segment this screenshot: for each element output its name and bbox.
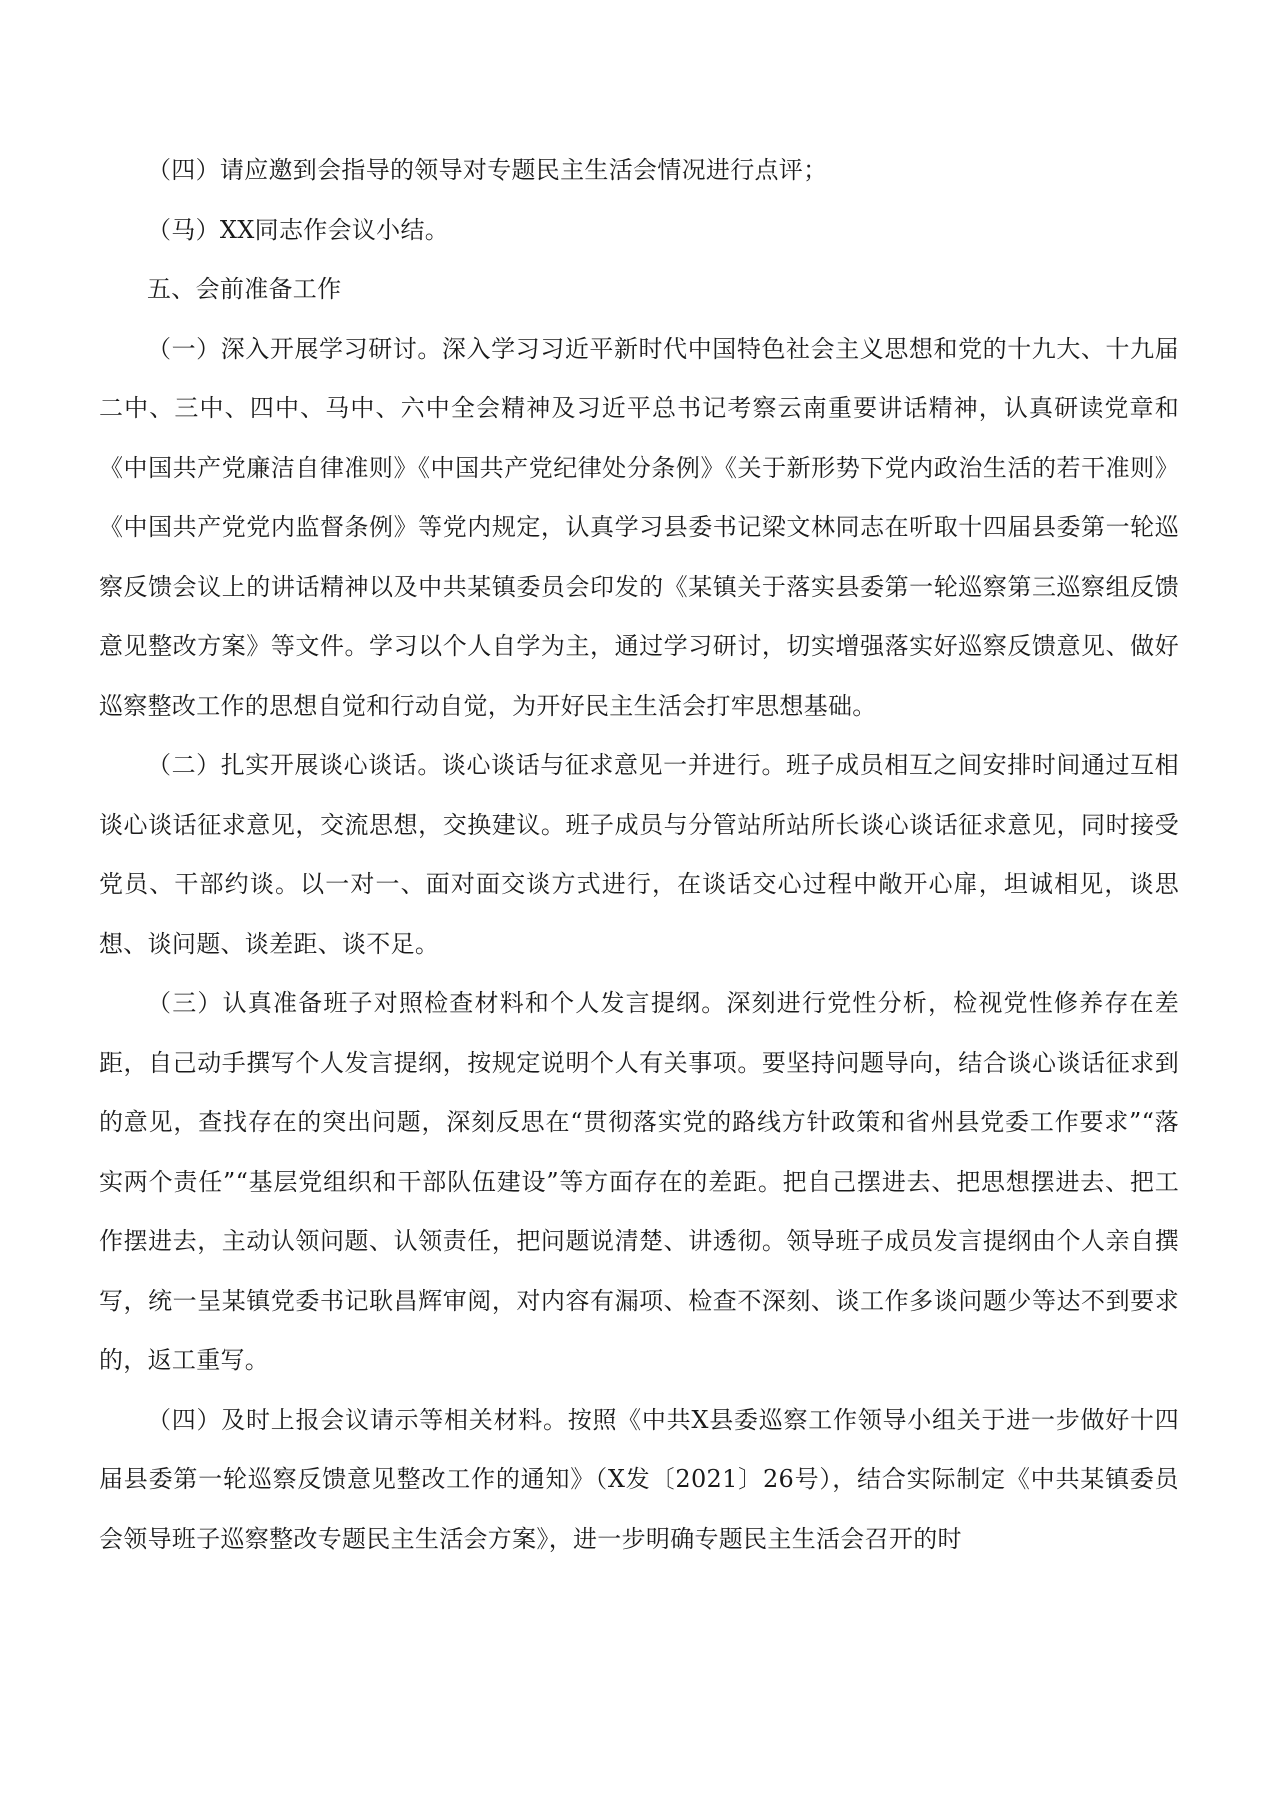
section-heading-preparation: 五、会前准备工作 xyxy=(147,275,342,303)
paragraph-item-5-summary: （马）XX同志作会议小结。 xyxy=(147,215,450,244)
document-body xyxy=(99,141,1179,1569)
paragraph-report-materials: （四）及时上报会议请示等相关材料。按照《中共X县委巡察工作领导小组关于进一步做好十四届县委第一轮巡察反馈意见整改工作的通知》（X发〔2021〕26号），结合实际制定《中共某镇委员会领导班子巡察整改专题民主生活会方案》，进一步明确专题民主生活会召开的时 xyxy=(99,1405,1179,1553)
paragraph-study-discussion: （一）深入开展学习研讨。深入学习习近平新时代中国特色社会主义思想和党的十九大、十九届二中、三中、四中、马中、六中全会精神及习近平总书记考察云南重要讲话精神，认真研读党章和《中国共产党廉洁自律准则》《中国共产党纪律处分条例》《关于新形势下党内政治生活的若干准则》《中国共产党党内监督条例》等党内规定，认真学习县委书记梁文林同志在听取十四届县委第一轮巡察反馈会议上的讲话精神以及中共某镇委员会印发的《某镇关于落实县委第一轮巡察第三巡察组反馈意见整改方案》等文件。学习以个人自学为主，通过学习研讨，切实增强落实好巡察反馈意见、做好巡察整改工作的思想自觉和行动自觉，为开好民主生活会打牢思想基础。 xyxy=(99,334,1179,720)
paragraph-heart-to-heart-talks: （二）扎实开展谈心谈话。谈心谈话与征求意见一并进行。班子成员相互之间安排时间通过互相谈心谈话征求意见，交流思想，交换建议。班子成员与分管站所站所长谈心谈话征求意见，同时接受党员、干部约谈。以一对一、面对面交谈方式进行，在谈话交心过程中敞开心扉，坦诚相见，谈思想、谈问题、谈差距、谈不足。 xyxy=(99,751,1179,958)
paragraph-item-4-review: （四）请应邀到会指导的领导对专题民主生活会情况进行点评； xyxy=(147,156,828,184)
paragraph-inspection-materials: （三）认真准备班子对照检查材料和个人发言提纲。深刻进行党性分析，检视党性修养存在差距，自己动手撰写个人发言提纲，按规定说明个人有关事项。要坚持问题导向，结合谈心谈话征求到的意见，查找存在的突出问题，深刻反思在“贯彻落实党的路线方针政策和省州县党委工作要求”“落实两个责任”“基层党组织和干部队伍建设”等方面存在的差距。把自己摆进去、把思想摆进去、把工作摆进去，主动认领问题、认领责任，把问题说清楚、讲透彻。领导班子成员发言提纲由个人亲自撰写，统一呈某镇党委书记耿昌辉审阅，对内容有漏项、检查不深刻、谈工作多谈问题少等达不到要求的，返工重写。 xyxy=(99,989,1179,1374)
